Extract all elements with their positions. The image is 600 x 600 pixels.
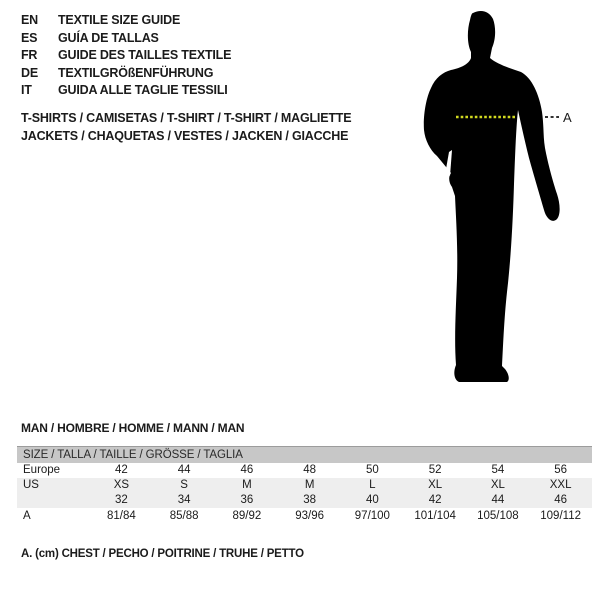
language-code: EN [21, 13, 38, 27]
row-label: A [23, 510, 31, 522]
size-cell: 42 [428, 494, 442, 506]
language-code: ES [21, 30, 38, 45]
size-guide-figure [415, 8, 580, 390]
measure-label-a: A [563, 110, 572, 125]
language-code: FR [21, 48, 38, 62]
size-cell: S [180, 479, 188, 491]
table-row [17, 478, 592, 493]
size-cell: 38 [303, 494, 317, 506]
size-cell: 36 [240, 494, 254, 506]
size-cell: 101/104 [414, 510, 456, 522]
size-cell: XL [490, 479, 505, 491]
size-cell: 46 [554, 494, 568, 506]
size-cell: 34 [177, 494, 191, 506]
language-code: DE [21, 65, 38, 80]
size-cell: XS [113, 479, 130, 491]
size-cell: M [304, 479, 315, 491]
measurement-footnote: A. (cm) CHEST / PECHO / POITRINE / TRUHE / PETTO [21, 548, 304, 560]
row-label: US [23, 479, 39, 491]
row-label: Europe [23, 464, 61, 476]
size-cell: 50 [365, 464, 379, 476]
language-label: GUÍA DE TALLAS [58, 30, 159, 45]
size-cell: 97/100 [354, 510, 390, 522]
language-label: TEXTILE SIZE GUIDE [58, 13, 181, 27]
language-row [21, 12, 231, 30]
size-cell: 52 [428, 464, 442, 476]
man-silhouette-svg [415, 8, 580, 390]
language-row [21, 30, 231, 48]
category-line: JACKETS / CHAQUETAS / VESTES / JACKEN / GIACCHE [21, 129, 349, 143]
size-table [17, 446, 592, 525]
language-label: GUIDE DES TAILLES TEXTILE [58, 48, 232, 62]
size-cell: XXL [549, 479, 572, 491]
language-row [21, 82, 231, 100]
size-cell: 44 [177, 464, 191, 476]
size-cell: M [242, 479, 252, 491]
language-row [21, 65, 231, 83]
size-cell: 54 [491, 464, 505, 476]
category-line: T-SHIRTS / CAMISETAS / T-SHIRT / T-SHIRT / MAGLIETTE [21, 111, 352, 125]
size-cell: XL [428, 479, 443, 491]
section-title-man: MAN / HOMBRE / HOMME / MANN / MAN [21, 421, 245, 435]
size-table-header: SIZE / TALLA / TAILLE / GRÖSSE / TAGLIA [17, 446, 592, 463]
language-code: IT [21, 83, 32, 97]
size-cell: 81/84 [106, 510, 136, 522]
size-cell: L [369, 479, 376, 491]
size-cell: 40 [365, 494, 379, 506]
size-cell: 48 [303, 464, 317, 476]
size-cell: 56 [554, 464, 568, 476]
size-cell: 93/96 [295, 510, 325, 522]
size-cell: 42 [114, 464, 128, 476]
size-cell: 44 [491, 494, 505, 506]
size-cell: 105/108 [477, 510, 519, 522]
size-cell: 89/92 [232, 510, 262, 522]
size-cell: 32 [114, 494, 128, 506]
language-label: GUIDA ALLE TAGLIE TESSILI [58, 83, 228, 97]
language-row [21, 47, 231, 65]
table-row [17, 493, 592, 508]
table-row [17, 463, 592, 478]
size-table-body [17, 463, 592, 525]
language-label: TEXTILGRÖßENFÜHRUNG [58, 65, 214, 80]
language-list [21, 12, 231, 100]
table-row [17, 508, 592, 525]
size-cell: 109/112 [540, 510, 581, 522]
size-cell: 85/88 [169, 510, 199, 522]
category-lines [21, 109, 351, 145]
man-silhouette [424, 11, 560, 382]
row-label [17, 493, 90, 508]
size-cell: 46 [240, 464, 254, 476]
